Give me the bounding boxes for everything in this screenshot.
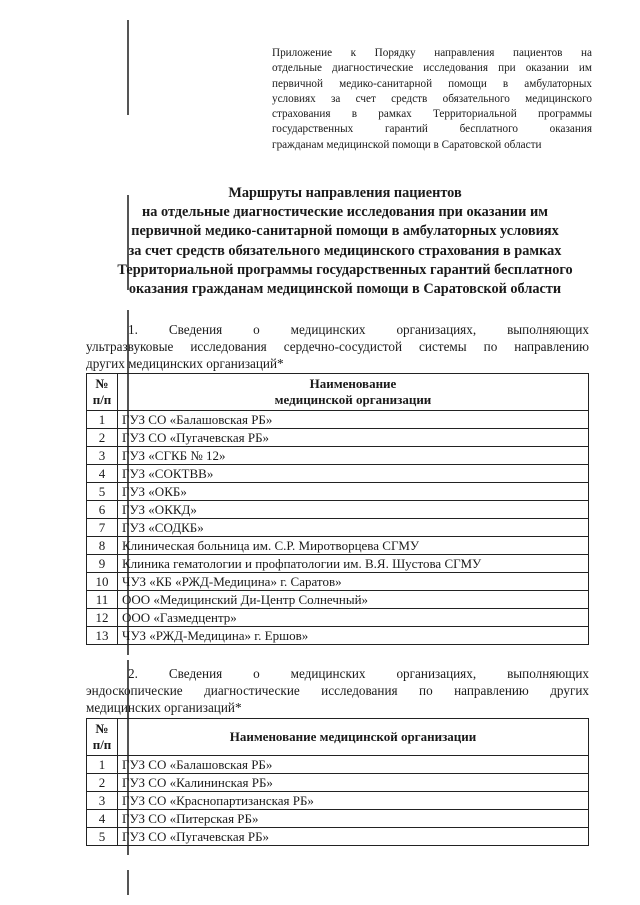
row-organization: ГУЗ «ОКБ» xyxy=(118,483,589,501)
row-organization: ГУЗ СО «Краснопартизанская РБ» xyxy=(118,792,589,810)
row-organization: ЧУЗ «РЖД-Медицина» г. Ершов» xyxy=(118,627,589,645)
header-name-line: медицинской организации xyxy=(274,392,432,407)
table-row xyxy=(87,465,589,483)
scan-artifact-line xyxy=(127,20,129,115)
row-number: 12 xyxy=(87,609,118,627)
row-organization: ГУЗ СО «Балашовская РБ» xyxy=(118,411,589,429)
row-number: 5 xyxy=(87,828,118,846)
section-line: 1. Сведения о медицинских организациях, выполняющих xyxy=(128,322,589,337)
row-organization: ООО «Медицинский Ди-Центр Солнечный» xyxy=(118,591,589,609)
appendix-line: первичной медико-санитарной помощи в амбулаторных xyxy=(272,77,592,90)
table-header-row xyxy=(87,374,589,411)
table-row xyxy=(87,627,589,645)
header-organization-name xyxy=(118,374,589,411)
row-number: 1 xyxy=(87,756,118,774)
section-line: эндоскопические диагностические исследования по направлению других xyxy=(86,682,589,698)
appendix-line: отдельные диагностические исследования при оказании им xyxy=(272,62,592,75)
appendix-note xyxy=(272,46,592,153)
header-number: № п/п xyxy=(87,374,118,411)
appendix-line: страхования в рамках Территориальной программы xyxy=(272,108,592,121)
row-number: 2 xyxy=(87,774,118,792)
appendix-line: государственных гарантий бесплатного оказания xyxy=(272,123,592,136)
row-organization: Клиника гематологии и профпатологии им. В.Я. Шустова СГМУ xyxy=(118,555,589,573)
row-organization: ГУЗ «СГКБ № 12» xyxy=(118,447,589,465)
title-line: Маршруты направления пациентов xyxy=(228,185,462,201)
row-number: 9 xyxy=(87,555,118,573)
title-line: Территориальной программы государственных гарантий бесплатного xyxy=(117,261,573,278)
row-number: 11 xyxy=(87,591,118,609)
title-line: за счет средств обязательного медицинского страхования в рамках xyxy=(128,242,562,259)
row-number: 3 xyxy=(87,447,118,465)
row-organization: ГУЗ «СОДКБ» xyxy=(118,519,589,537)
table-row xyxy=(87,774,589,792)
table-row xyxy=(87,411,589,429)
section-1-heading xyxy=(86,322,589,372)
section-line: других медицинских организаций* xyxy=(86,355,284,371)
row-number: 4 xyxy=(87,465,118,483)
row-number: 5 xyxy=(87,483,118,501)
title-line: оказания гражданам медицинской помощи в Саратовской области xyxy=(128,281,562,298)
table-row xyxy=(87,447,589,465)
row-organization: ГУЗ СО «Калининская РБ» xyxy=(118,774,589,792)
table-row xyxy=(87,555,589,573)
title-line: на отдельные диагностические исследования при оказании им xyxy=(142,204,548,221)
row-organization: ГУЗ «СОКТВВ» xyxy=(118,465,589,483)
appendix-line: Приложение к Порядку направления пациентов на xyxy=(272,47,592,59)
appendix-line: гражданам медицинской помощи в Саратовской области xyxy=(272,138,542,151)
section-1-table xyxy=(86,373,589,645)
row-organization: ГУЗ СО «Пугачевская РБ» xyxy=(118,828,589,846)
header-number: № п/п xyxy=(87,719,118,756)
table-row xyxy=(87,591,589,609)
row-number: 2 xyxy=(87,429,118,447)
section-line: медицинских организаций* xyxy=(86,699,242,715)
table-row xyxy=(87,792,589,810)
table-row xyxy=(87,609,589,627)
row-number: 3 xyxy=(87,792,118,810)
header-name-line: Наименование xyxy=(309,376,397,391)
row-organization: Клиническая больница им. С.Р. Миротворцева СГМУ xyxy=(118,537,589,555)
section-line: ультразвуковые исследования сердечно-сосудистой системы по направлению xyxy=(86,338,589,354)
document-title xyxy=(90,184,600,299)
header-organization-name: Наименование медицинской организации xyxy=(118,719,589,756)
title-line: первичной медико-санитарной помощи в амбулаторных условиях xyxy=(131,223,559,240)
table-row xyxy=(87,429,589,447)
row-organization: ГУЗ «ОККД» xyxy=(118,501,589,519)
table-row xyxy=(87,519,589,537)
row-number: 4 xyxy=(87,810,118,828)
table-row xyxy=(87,573,589,591)
table-row xyxy=(87,537,589,555)
section-2-table xyxy=(86,718,589,846)
row-organization: ЧУЗ «КБ «РЖД-Медицина» г. Саратов» xyxy=(118,573,589,591)
scan-artifact-line xyxy=(127,870,129,895)
table-row xyxy=(87,483,589,501)
row-organization: ГУЗ СО «Питерская РБ» xyxy=(118,810,589,828)
row-number: 6 xyxy=(87,501,118,519)
row-number: 10 xyxy=(87,573,118,591)
row-number: 1 xyxy=(87,411,118,429)
row-number: 8 xyxy=(87,537,118,555)
row-number: 7 xyxy=(87,519,118,537)
row-organization: ГУЗ СО «Пугачевская РБ» xyxy=(118,429,589,447)
row-organization: ГУЗ СО «Балашовская РБ» xyxy=(118,756,589,774)
row-number: 13 xyxy=(87,627,118,645)
table-row xyxy=(87,828,589,846)
appendix-line: условиях за счет средств обязательного медицинского xyxy=(272,92,592,105)
table-header-row xyxy=(87,719,589,756)
section-2-heading xyxy=(86,666,589,716)
table-row xyxy=(87,501,589,519)
row-organization: ООО «Газмедцентр» xyxy=(118,609,589,627)
table-row xyxy=(87,756,589,774)
table-row xyxy=(87,810,589,828)
section-line: 2. Сведения о медицинских организациях, выполняющих xyxy=(128,666,589,681)
